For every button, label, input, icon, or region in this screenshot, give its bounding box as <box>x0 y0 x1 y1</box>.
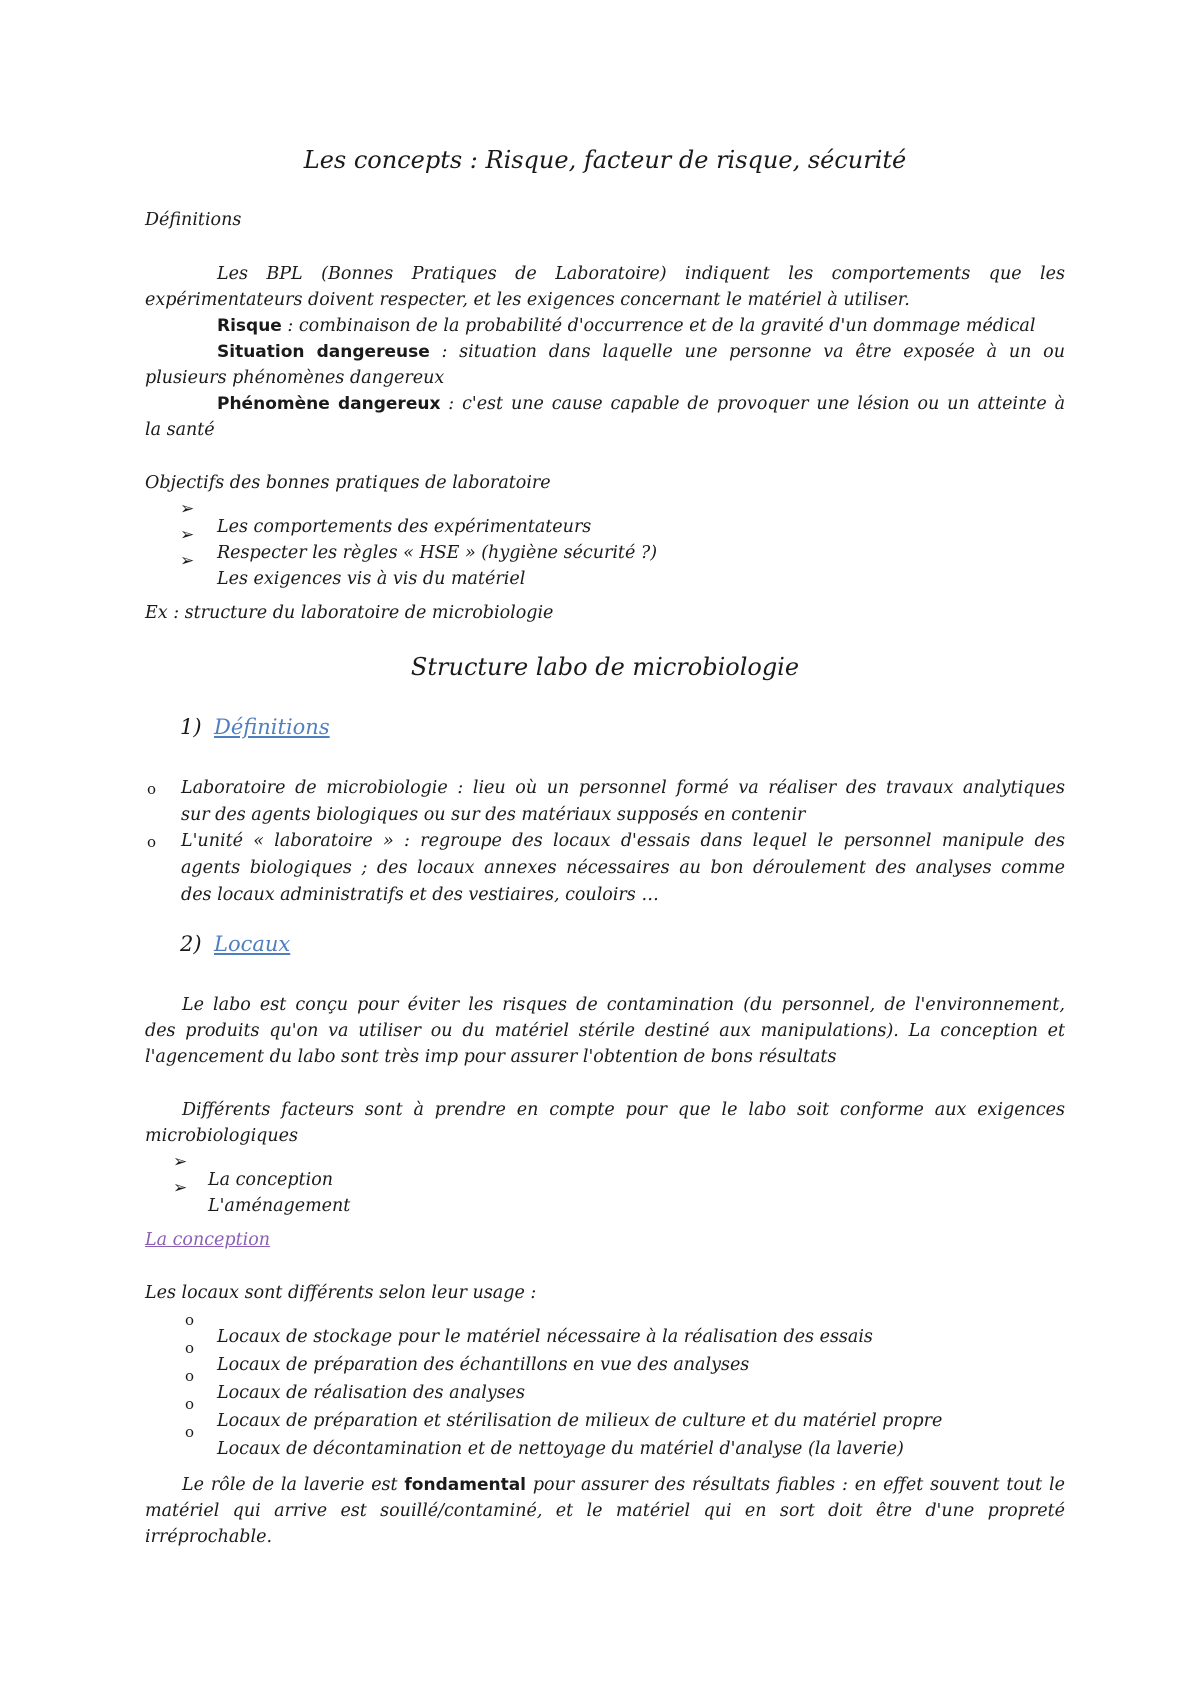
conception-item: Locaux de décontamination et de nettoyage du matériel d'analyse (la laverie) <box>217 1438 904 1459</box>
phenomene-term: Phénomène dangereux <box>217 394 441 414</box>
conception-link[interactable]: La conception <box>145 1230 271 1250</box>
objectif-item: Les comportements des expérimentateurs <box>217 516 592 537</box>
locaux-para-2-line-1: Différents facteurs sont à prendre en compte pour que le labo soit conforme aux exigences <box>182 1100 1065 1120</box>
phenomene-definition <box>145 391 1065 417</box>
circle-bullet-icon: o <box>185 1367 195 1385</box>
factor-item: L'aménagement <box>208 1195 351 1216</box>
def-item-2-line-3: des locaux administratifs et des vestiaires, couloirs … <box>181 885 659 905</box>
def-item-2-line-1: L'unité « laboratoire » : regroupe des locaux d'essais dans lequel le personnel manipule des <box>181 831 1065 851</box>
laverie-line-2: matériel qui arrive est souillé/contaminé, et le matériel qui en sort doit être d'une propreté <box>145 1501 1065 1521</box>
conception-item: Locaux de stockage pour le matériel nécessaire à la réalisation des essais <box>217 1326 873 1347</box>
phenomene-text-2: la santé <box>145 420 215 440</box>
risque-term: Risque <box>217 316 282 336</box>
conception-item: Locaux de réalisation des analyses <box>217 1382 526 1403</box>
risque-text: : combinaison de la probabilité d'occurrence et de la gravité d'un dommage médical <box>281 316 1036 336</box>
section-2-heading <box>180 931 290 957</box>
section-1-link[interactable]: Définitions <box>214 715 330 739</box>
locaux-para-1-line-2: des produits qu'on va utiliser ou du matériel stérile destiné aux manipulations). La conception et <box>145 1021 1065 1041</box>
situation-definition <box>145 339 1065 365</box>
situation-text-2: plusieurs phénomènes dangereux <box>145 368 445 388</box>
structure-title: Structure labo de microbiologie <box>410 653 800 681</box>
situation-text-1: : situation dans laquelle une personne va être exposée à un ou <box>429 342 1065 362</box>
objectifs-heading: Objectifs des bonnes pratiques de laboratoire <box>145 473 551 493</box>
circle-bullet-icon: o <box>185 1423 195 1441</box>
page-title: Les concepts : Risque, facteur de risque, sécurité <box>303 146 907 174</box>
bpl-line-1: Les BPL (Bonnes Pratiques de Laboratoire) indiquent les comportements que les <box>217 264 1065 284</box>
laverie-post: pour assurer des résultats fiables : en effet souvent tout le <box>526 1475 1065 1495</box>
section-1-heading <box>180 714 330 740</box>
situation-term: Situation dangereuse <box>217 342 430 362</box>
arrow-bullet-icon: ➢ <box>173 1178 188 1198</box>
section-2-link[interactable]: Locaux <box>214 932 291 956</box>
example-line: Ex : structure du laboratoire de microbiologie <box>145 603 554 623</box>
conception-item: Locaux de préparation des échantillons en vue des analyses <box>217 1354 750 1375</box>
def-item-1-line-2: sur des agents biologiques ou sur des matériaux supposés en contenir <box>181 805 806 825</box>
risque-definition <box>145 313 1065 339</box>
laverie-line-3: irréprochable. <box>145 1527 273 1547</box>
locaux-para-1-line-3: l'agencement du labo sont très imp pour assurer l'obtention de bons résultats <box>145 1047 837 1067</box>
definitions-heading: Définitions <box>145 210 242 230</box>
objectif-item: Respecter les règles « HSE » (hygiène sécurité ?) <box>217 542 658 563</box>
section-2-number: 2) <box>180 932 202 956</box>
circle-bullet-icon: o <box>185 1395 195 1413</box>
circle-bullet-icon: o <box>185 1339 195 1357</box>
def-item-1-line-1: Laboratoire de microbiologie : lieu où un personnel formé va réaliser des travaux analytiques <box>181 778 1065 798</box>
conception-item: Locaux de préparation et stérilisation de milieux de culture et du matériel propre <box>217 1410 943 1431</box>
circle-bullet-icon: o <box>185 1311 195 1329</box>
circle-bullet-icon: o <box>147 833 157 851</box>
objectif-item: Les exigences vis à vis du matériel <box>217 568 526 589</box>
section-1-number: 1) <box>180 715 202 739</box>
arrow-bullet-icon: ➢ <box>173 1152 188 1172</box>
laverie-line-1 <box>145 1472 1065 1498</box>
locaux-para-1-line-1: Le labo est conçu pour éviter les risques de contamination (du personnel, de l'environnement, <box>182 995 1065 1015</box>
arrow-bullet-icon: ➢ <box>180 525 195 545</box>
conception-intro: Les locaux sont différents selon leur usage : <box>145 1283 537 1303</box>
arrow-bullet-icon: ➢ <box>180 551 195 571</box>
def-item-2-line-2: agents biologiques ; des locaux annexes nécessaires au bon déroulement des analyses comme <box>181 858 1065 878</box>
circle-bullet-icon: o <box>147 780 157 798</box>
factor-item: La conception <box>208 1169 334 1190</box>
conception-heading <box>145 1227 1065 1253</box>
phenomene-text-1: : c'est une cause capable de provoquer une lésion ou un atteinte à <box>440 394 1065 414</box>
bpl-line-2: expérimentateurs doivent respecter, et les exigences concernant le matériel à utiliser. <box>145 290 910 310</box>
laverie-bold: fondamental <box>404 1475 526 1495</box>
laverie-pre: Le rôle de la laverie est <box>182 1475 405 1495</box>
arrow-bullet-icon: ➢ <box>180 499 195 519</box>
locaux-para-2-line-2: microbiologiques <box>145 1126 298 1146</box>
